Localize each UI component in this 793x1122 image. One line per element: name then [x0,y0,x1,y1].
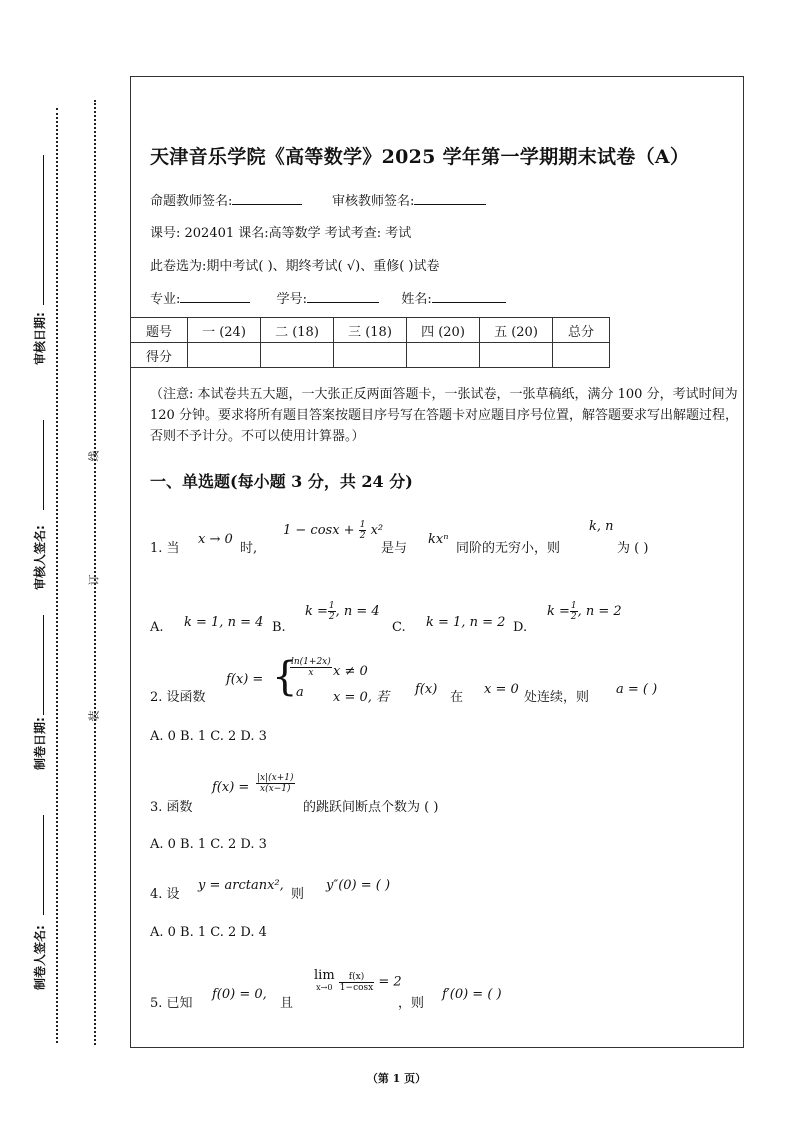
score-cell[interactable] [334,343,407,368]
frac-num: |x|(x+1) [257,773,294,783]
frac-num: 1 [328,601,335,611]
q1-option-c-label: C. [392,620,406,635]
score-cell[interactable] [407,343,480,368]
frac-num: 1 [359,520,366,530]
frac-den: 2 [570,612,577,622]
score-header-cell: 二 (18) [261,318,334,343]
name-label: 姓名: [401,292,432,307]
q2-case2: a [296,685,304,700]
score-table [130,317,610,368]
q1-option-d [547,601,622,622]
q1-option-c: k = 1, n = 2 [426,615,506,630]
q1-expr-b: x² [370,523,384,538]
course-line: 课号: 202401 课名:高等数学 考试考查: 考试 [150,226,412,241]
q5-prefix: 5. 已知 [150,996,193,1011]
q5-ask: f′(0) = ( ) [442,987,502,1002]
review-date-line [43,155,44,305]
q2-brace: { [272,654,298,700]
q5-and: 且 [280,996,294,1011]
name-field[interactable] [432,290,506,303]
q5-lim: lim [314,968,335,983]
student-info-row [150,288,506,307]
q1-option-d-post: , n = 2 [577,604,622,619]
q1-option-a-label: A. [150,620,164,635]
maker-sign-label: 制卷人签名: [33,925,47,990]
reviewer-sign-line [43,420,44,510]
q1-expression [283,520,383,541]
make-date-line [43,615,44,715]
score-header-cell: 三 (18) [334,318,407,343]
frac-den: x(x−1) [260,784,291,794]
score-header-cell: 题号 [131,318,188,343]
q1-option-b-label: B. [272,620,286,635]
q2-a-eq: a = ( ) [616,682,658,697]
q3-options: A. 0 B. 1 C. 2 D. 3 [150,837,267,852]
q5-lim-sub: x→0 [316,983,333,992]
student-id-field[interactable] [307,290,379,303]
q1-option-b-pre: k = [305,604,328,619]
frac-num: ln(1+2x) [291,657,331,667]
q5-eq: = 2 [378,974,402,990]
frac-den: 2 [359,531,366,541]
q4-then: 则 [291,887,305,902]
exam-title: 天津音乐学院《高等数学》2025 学年第一学期期末试卷（A） [150,146,690,168]
q4-options: A. 0 B. 1 C. 2 D. 4 [150,925,267,940]
q4-ask: y″(0) = ( ) [326,878,391,893]
q3-frac [256,773,295,794]
q3-tail: 的跳跃间断点个数为 ( ) [303,800,439,815]
q5-then: ，则 [398,996,425,1011]
q1-half-fraction [359,520,367,541]
make-date-label: 制卷日期: [33,717,47,770]
score-header-cell: 总分 [553,318,610,343]
score-header-row [131,318,610,343]
score-row [131,343,610,368]
q2-case1-cond: x ≠ 0 [333,664,368,679]
frac-den: 1−cosx [339,982,374,993]
q1-option-d-fraction [570,601,578,622]
q3-fraction [256,773,295,794]
reviewer-sign-label: 审核人签名: [33,525,47,590]
q1-expr-a: 1 − cosx + [283,523,355,538]
q2-case1-fraction [290,657,332,678]
q5-lim-block [314,970,335,994]
q4-prefix: 4. 设 [150,887,180,902]
reviewer-label: 审核教师签名: [332,194,415,209]
reviewer-sign-field[interactable] [414,192,486,205]
q3-fx: f(x) = [212,780,250,795]
q2-cont: 处连续，则 [524,690,590,705]
section-1-heading: 一、单选题(每小题 3 分，共 24 分) [150,472,413,491]
frac-den: 2 [328,612,335,622]
q1-ask: 为 ( ) [617,541,649,556]
q2-at: 在 [450,690,464,705]
q5-given: f(0) = 0, [212,987,267,1002]
frac-num: f(x) [339,972,374,983]
q1-option-d-label: D. [513,620,528,635]
score-row-label: 得分 [131,343,188,368]
q1-prefix: 1. 当 [150,541,180,556]
student-id-label: 学号: [276,292,308,307]
q1-option-a: k = 1, n = 4 [184,615,264,630]
q1-kn: k, n [589,519,614,534]
major-label: 专业: [150,292,181,307]
score-cell[interactable] [553,343,610,368]
binding-char-line: 线 [87,450,101,462]
q1-option-b [305,601,380,622]
page-footer: （第 1 页） [366,1072,427,1085]
q1-option-b-post: , n = 4 [335,604,380,619]
q2-fx: f(x) = [226,672,264,687]
proposer-sign-row [150,190,302,209]
q2-case2-cond: x = 0, 若 [333,690,390,705]
proposer-sign-field[interactable] [232,192,302,205]
q2-prefix: 2. 设函数 [150,690,206,705]
q1-mid: 是与 [381,541,408,556]
q2-options: A. 0 B. 1 C. 2 D. 3 [150,729,267,744]
score-cell[interactable] [261,343,334,368]
q1-option-b-fraction [328,601,336,622]
q3-prefix: 3. 函数 [150,800,193,815]
binding-dotted-line-outer [56,108,58,1043]
q2-fx2: f(x) [415,682,438,697]
q2-x0: x = 0 [484,682,519,697]
proposer-label: 命题教师签名: [150,194,233,209]
q1-option-d-pre: k = [547,604,570,619]
binding-char-pack: 装 [87,710,101,722]
binding-char-bind: 订 [87,574,101,586]
q5-frac [339,972,374,993]
exam-notice: （注意: 本试卷共五大题，一大张正反两面答题卡，一张试卷，一张草稿纸，满分 100 分，考试时间为 120 分钟。要求将所有题目答案按题目序号写在答题卡对应题目序号位置，解答题要求写出解题过程，否则不予计分。不可以使用计算器。） [150,387,738,444]
q1-cond: x → 0 [198,532,233,547]
q1-tail: 同阶的无穷小，则 [456,541,561,556]
score-cell[interactable] [480,343,553,368]
binding-dotted-line-inner [94,100,96,1045]
frac-num: 1 [570,601,577,611]
score-header-cell: 一 (24) [188,318,261,343]
frac-den: x [308,668,314,678]
exam-type-line: 此卷选为:期中考试( )、期终考试( √)、重修( )试卷 [150,259,440,274]
maker-sign-line [43,815,44,915]
score-header-cell: 四 (20) [407,318,480,343]
q1-shi: 时, [240,541,258,556]
review-date-label: 审核日期: [33,312,47,365]
reviewer-sign-row [332,190,486,209]
q2-frac [290,657,332,678]
q1-kxn: kxⁿ [428,532,449,547]
q5-limit [314,970,402,994]
score-header-cell: 五 (20) [480,318,553,343]
major-field[interactable] [180,290,250,303]
q4-expr: y = arctanx², [198,878,284,893]
score-cell[interactable] [188,343,261,368]
